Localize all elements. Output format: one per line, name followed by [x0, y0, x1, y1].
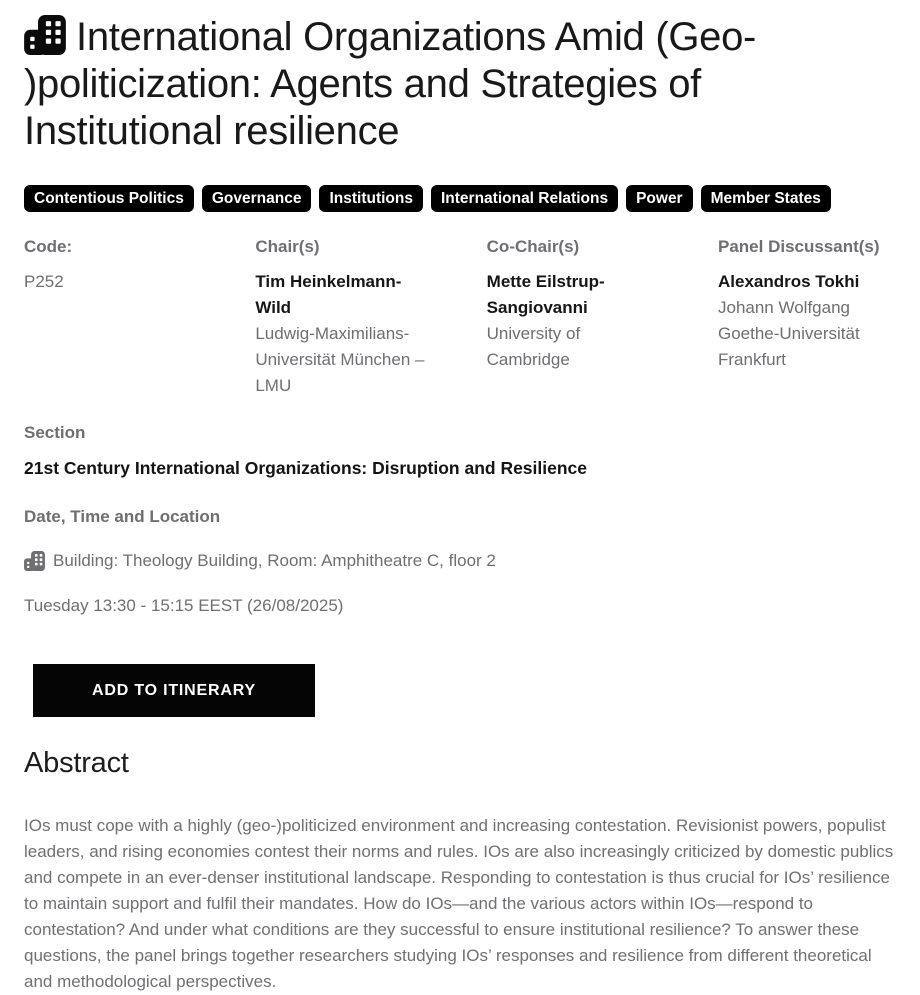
location-text: Building: Theology Building, Room: Amphitheatre C, floor 2 [53, 551, 496, 570]
panel-detail-page [24, 14, 896, 995]
add-to-itinerary-button[interactable]: ADD TO ITINERARY [33, 664, 315, 717]
datetime-text: Tuesday 13:30 - 15:15 EEST (26/08/2025) [24, 596, 344, 615]
discussant-name: Alexandros Tokhi [717, 272, 860, 291]
panel-info-grid [24, 236, 896, 400]
info-col-chairs [255, 236, 433, 400]
discussant-affiliation: Johann Wolfgang Goethe-Universität Frankfurt [717, 298, 860, 369]
tag-governance[interactable]: Governance [202, 185, 312, 212]
chair-name: Tim Heinkelmann-Wild [255, 272, 402, 317]
tag-member-states[interactable]: Member States [701, 185, 831, 212]
info-col-cochairs [487, 236, 665, 400]
abstract-text: IOs must cope with a highly (geo-)politicized environment and increasing contestation. Revisionist powers, populist leaders, and rising economies contest their norms and rules. IOs are also increasingly criticized by domestic publics and compete in an ever-denser institutional landscape. Responding to contestation is thus crucial for IOs’ resilience to maintain support and fulfil their mandates. How do IOs—and the various actors within IOs—respond to contestation? And under what conditions are they successful to ensure institutional resilience? To answer these questions, the panel brings together researchers studying IOs’ responses and resilience from different theoretical and methodological perspectives. [24, 816, 894, 991]
page-title-text: International Organizations Amid (Geo-​)politicization: Agents and Strategies of Institutional resilience [24, 15, 757, 153]
code-value: P252 [24, 272, 64, 291]
page-title [24, 14, 824, 155]
schedule-label: Date, Time and Location [24, 507, 221, 526]
tag-power[interactable]: Power [626, 185, 693, 212]
chairs-label: Chair(s) [255, 237, 320, 256]
tag-institutions[interactable]: Institutions [319, 185, 423, 212]
tag-international-relations[interactable]: International Relations [431, 185, 618, 212]
abstract-heading: Abstract [24, 747, 129, 779]
section-title: 21st Century International Organizations: Disruption and Resilience [24, 458, 588, 478]
section-label: Section [24, 423, 86, 442]
info-col-discussants [718, 236, 896, 400]
chair-affiliation: Ludwig-Maximilians-Universität München – LMU [255, 324, 425, 395]
cochair-affiliation: University of Cambridge [486, 324, 581, 369]
code-label: Code: [24, 237, 73, 256]
discussants-label: Panel Discussant(s) [717, 237, 880, 256]
info-col-code [24, 236, 202, 400]
tag-list [24, 185, 896, 212]
building-small-icon [24, 551, 45, 571]
cochair-name: Mette Eilstrup-Sangiovanni [486, 272, 605, 317]
cochairs-label: Co-Chair(s) [486, 237, 580, 256]
tag-contentious-politics[interactable]: Contentious Politics [24, 185, 194, 212]
building-icon [24, 15, 66, 55]
location-line [24, 549, 896, 573]
